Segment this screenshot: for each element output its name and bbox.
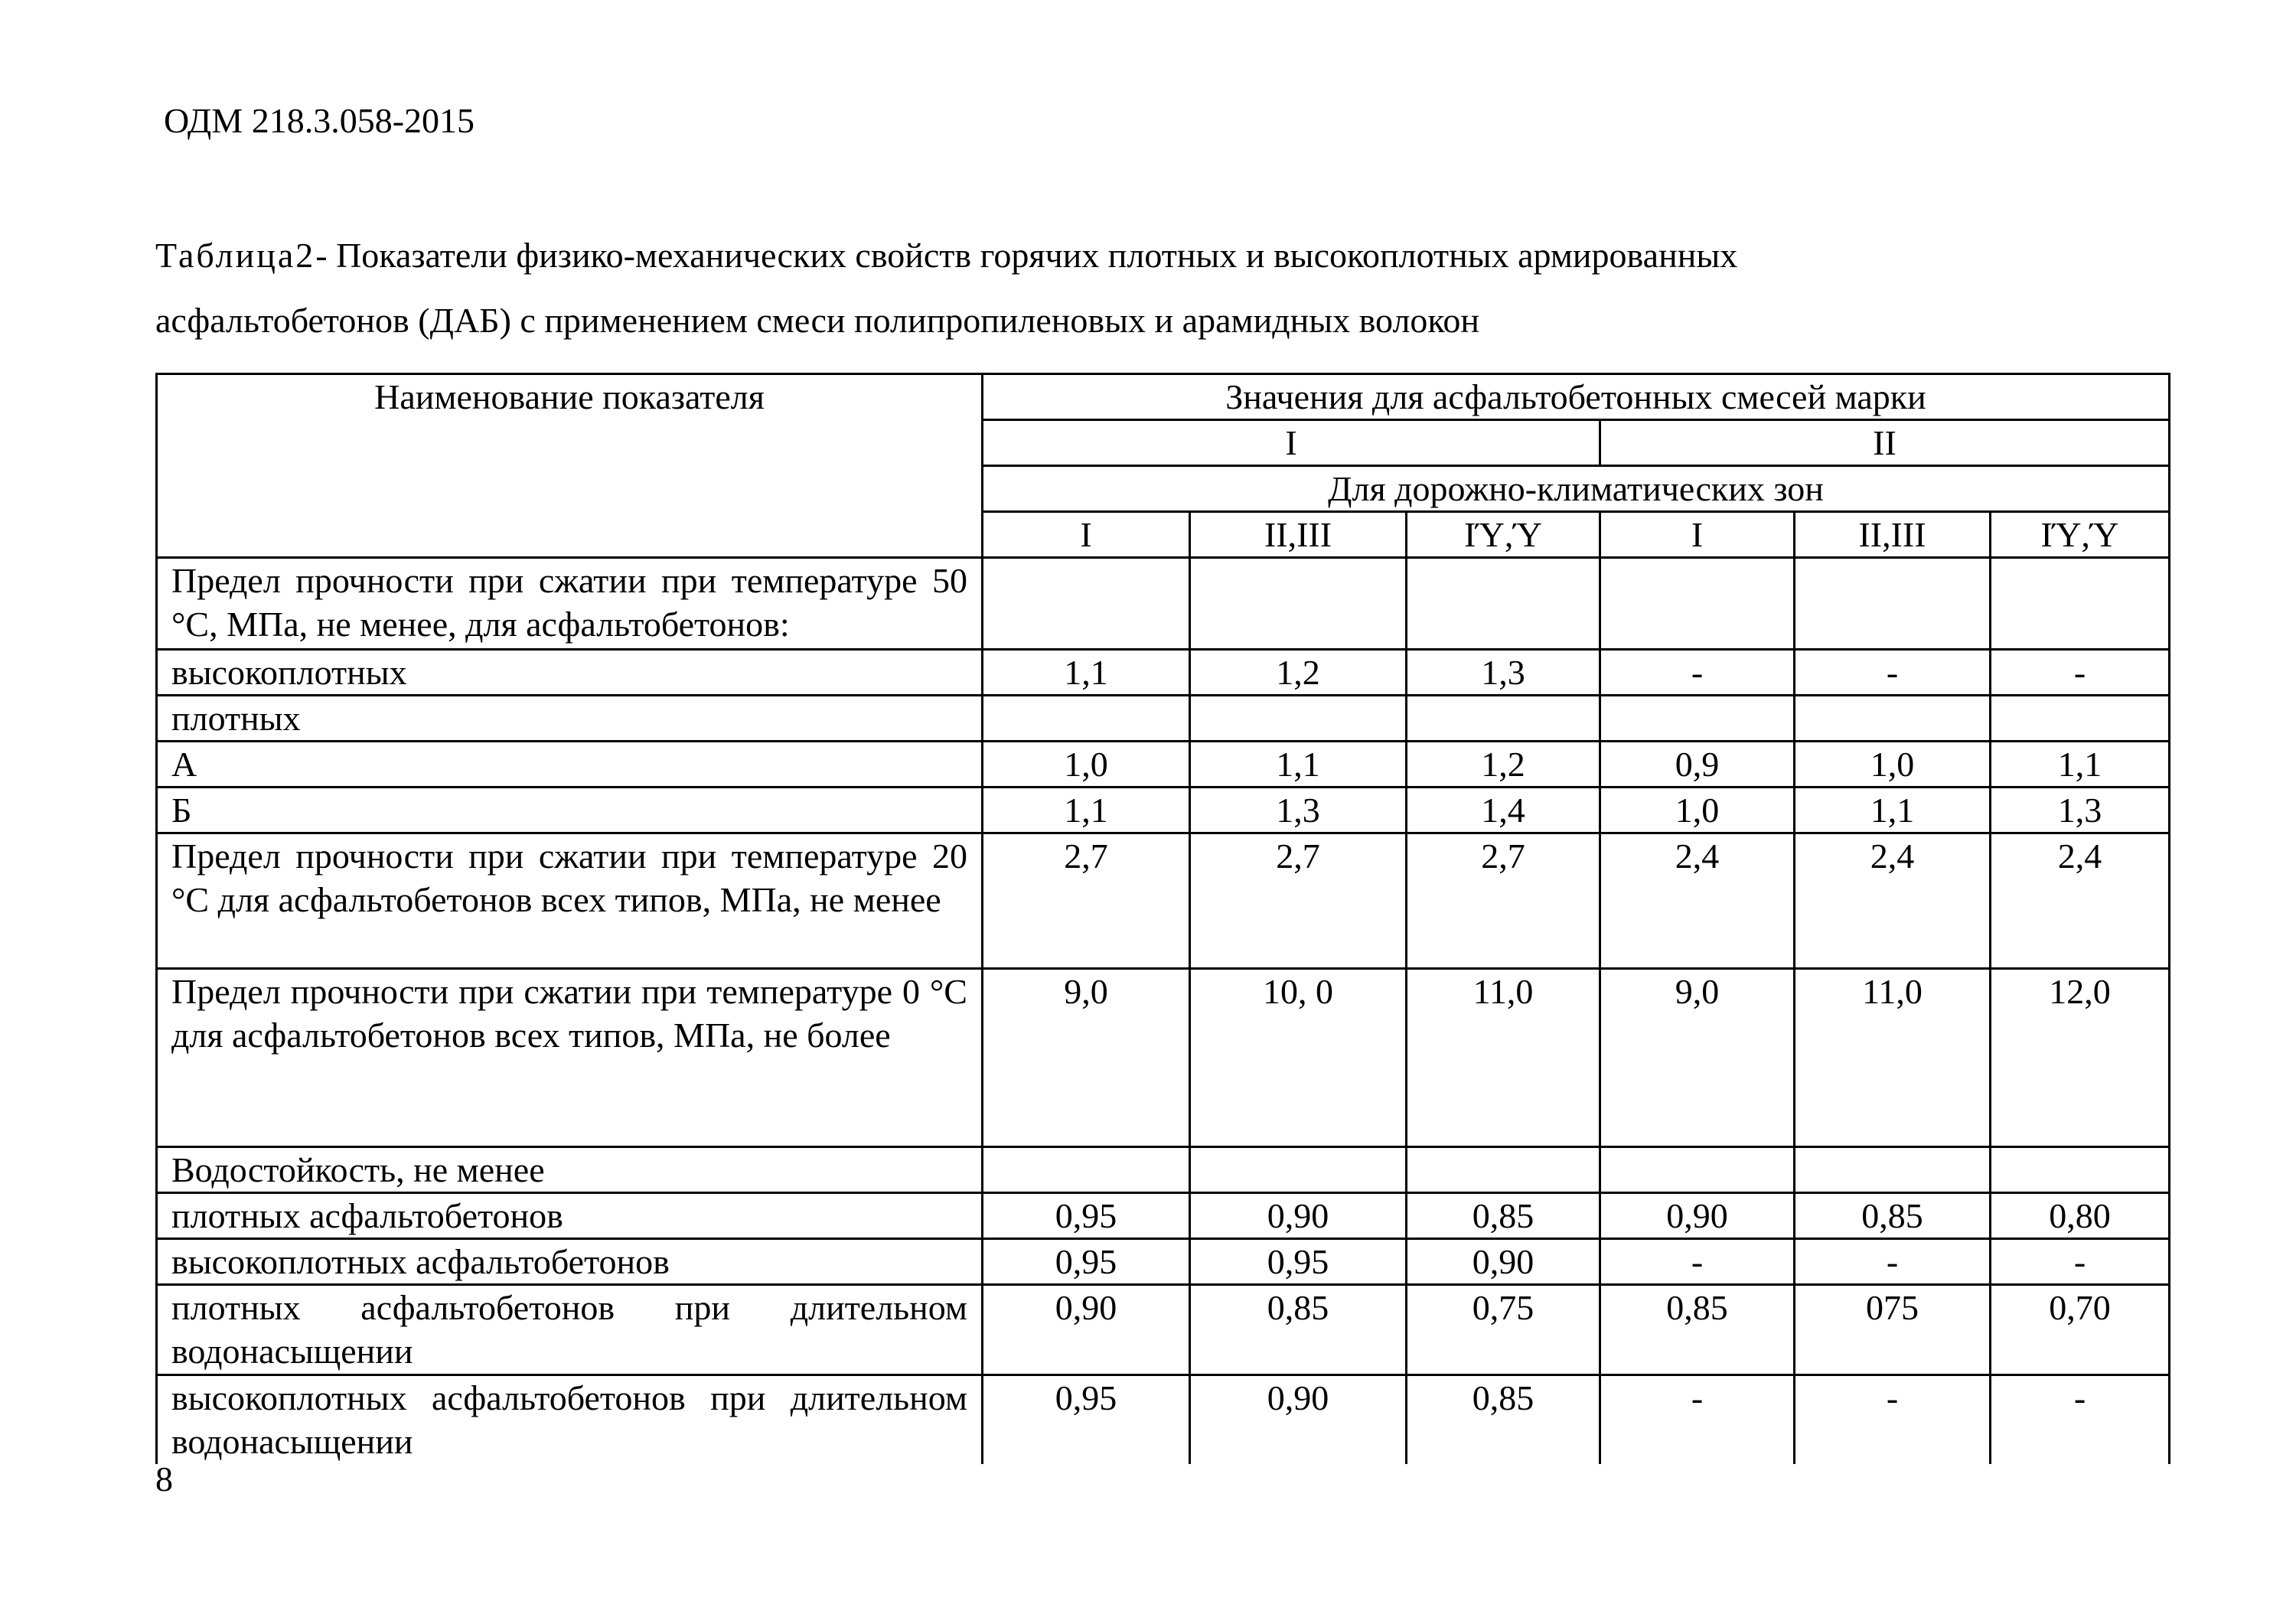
- row-value: [1407, 1147, 1600, 1193]
- row-label: Предел прочности при сжатии при температуре 0 °С для асфальтобетонов всех типов, МПа, не более: [157, 969, 983, 1147]
- row-value: 9,0: [983, 969, 1190, 1147]
- caption-title-start: - Показатели физико-механических свойств горячих плотных и высокоплотных армированных: [315, 236, 1738, 275]
- zone-header: II,III: [1795, 512, 1991, 558]
- caption-line-2: асфальтобетонов (ДАБ) с применением смеси полипропиленовых и арамидных волокон: [155, 301, 1480, 340]
- row-value: 1,2: [1407, 742, 1600, 788]
- row-value: 1,0: [983, 742, 1190, 788]
- row-value: 0,90: [1190, 1375, 1407, 1464]
- row-value: -: [1795, 650, 1991, 696]
- row-value: [983, 1147, 1190, 1193]
- header-grade-2: II: [1600, 420, 2170, 466]
- row-value: [1991, 696, 2170, 742]
- row-value: -: [1991, 1239, 2170, 1285]
- row-value: 0,95: [983, 1193, 1190, 1239]
- zone-header: I: [983, 512, 1190, 558]
- row-label: плотных: [157, 696, 983, 742]
- zone-header: ΙΎ,Ύ: [1407, 512, 1600, 558]
- row-label: плотных асфальтобетонов при длительном водонасыщении: [157, 1285, 983, 1375]
- row-value: [1600, 1147, 1795, 1193]
- row-value: 2,7: [1190, 833, 1407, 969]
- row-value: [1190, 696, 1407, 742]
- row-value: 1,1: [1190, 742, 1407, 788]
- row-value: 1,3: [1991, 788, 2170, 833]
- row-value: 2,7: [983, 833, 1190, 969]
- row-value: [1190, 1147, 1407, 1193]
- row-value: 0,90: [1190, 1193, 1407, 1239]
- table-row: [157, 1147, 2170, 1193]
- row-value: 075: [1795, 1285, 1991, 1375]
- row-label: Водостойкость, не менее: [157, 1147, 983, 1193]
- row-value: 0,85: [1407, 1375, 1600, 1464]
- row-value: 1,4: [1407, 788, 1600, 833]
- table-row: [157, 742, 2170, 788]
- row-value: -: [1600, 1375, 1795, 1464]
- row-label: плотных асфальтобетонов: [157, 1193, 983, 1239]
- row-value: -: [1991, 650, 2170, 696]
- table-row: [157, 1375, 2170, 1464]
- row-value: 1,0: [1795, 742, 1991, 788]
- header-indicator: Наименование показателя: [157, 374, 983, 558]
- table-caption: [155, 233, 2161, 363]
- row-value: 1,2: [1190, 650, 1407, 696]
- table-row: [157, 788, 2170, 833]
- row-value: 0,90: [1600, 1193, 1795, 1239]
- table-row: [157, 1193, 2170, 1239]
- table-row: [157, 969, 2170, 1147]
- row-value: 1,0: [1600, 788, 1795, 833]
- row-value: 0,70: [1991, 1285, 2170, 1375]
- table-row: [157, 833, 2170, 969]
- row-value: [1795, 1147, 1991, 1193]
- row-value: 0,95: [983, 1375, 1190, 1464]
- zone-header: ΙΎ,Ύ: [1991, 512, 2170, 558]
- row-value: 0,80: [1991, 1193, 2170, 1239]
- row-value: 1,3: [1407, 650, 1600, 696]
- row-value: 0,75: [1407, 1285, 1600, 1375]
- row-value: 9,0: [1600, 969, 1795, 1147]
- row-label: Предел прочности при сжатии при температуре 50 °С, МПа, не менее, для асфальтобетонов:: [157, 558, 983, 650]
- caption-prefix: Таблица2: [155, 236, 316, 275]
- row-value: 2,4: [1795, 833, 1991, 969]
- row-value: [1991, 558, 2170, 650]
- row-value: [1991, 1147, 2170, 1193]
- document-code: ОДМ 218.3.058-2015: [164, 101, 475, 140]
- row-value: 0,9: [1600, 742, 1795, 788]
- row-label: высокоплотных асфальтобетонов при длительном водонасыщении: [157, 1375, 983, 1464]
- row-value: -: [1600, 1239, 1795, 1285]
- row-value: -: [1600, 650, 1795, 696]
- row-label: Предел прочности при сжатии при температуре 20 °С для асфальтобетонов всех типов, МПа, не менее: [157, 833, 983, 969]
- row-value: 2,4: [1600, 833, 1795, 969]
- row-value: 0,95: [1190, 1239, 1407, 1285]
- table-row: [157, 558, 2170, 650]
- row-value: [1190, 558, 1407, 650]
- header-values-title: Значения для асфальтобетонных смесей марки: [983, 374, 2170, 420]
- row-value: 1,1: [1991, 742, 2170, 788]
- header-grade-1: I: [983, 420, 1600, 466]
- zone-header: II,III: [1190, 512, 1407, 558]
- caption-line-1: [155, 233, 2161, 279]
- row-label: А: [157, 742, 983, 788]
- row-value: [1407, 558, 1600, 650]
- table-row: [157, 1285, 2170, 1375]
- row-value: -: [1795, 1375, 1991, 1464]
- row-value: 1,3: [1190, 788, 1407, 833]
- row-label: высокоплотных асфальтобетонов: [157, 1239, 983, 1285]
- row-value: 0,95: [983, 1239, 1190, 1285]
- row-value: 2,4: [1991, 833, 2170, 969]
- row-value: 2,7: [1407, 833, 1600, 969]
- row-label: Б: [157, 788, 983, 833]
- page-number: 8: [155, 1459, 173, 1498]
- row-value: -: [1991, 1375, 2170, 1464]
- row-value: [1795, 558, 1991, 650]
- row-value: 1,1: [983, 788, 1190, 833]
- row-value: 0,85: [1190, 1285, 1407, 1375]
- row-label: высокоплотных: [157, 650, 983, 696]
- row-value: [1600, 696, 1795, 742]
- row-value: [1600, 558, 1795, 650]
- row-value: [983, 558, 1190, 650]
- row-value: 1,1: [1795, 788, 1991, 833]
- row-value: 12,0: [1991, 969, 2170, 1147]
- header-row-1: [157, 374, 2170, 420]
- table-row: [157, 650, 2170, 696]
- properties-table: [155, 373, 2170, 1464]
- zone-header: I: [1600, 512, 1795, 558]
- row-value: 0,85: [1600, 1285, 1795, 1375]
- row-value: 0,90: [1407, 1239, 1600, 1285]
- table-row: [157, 1239, 2170, 1285]
- row-value: -: [1795, 1239, 1991, 1285]
- row-value: [1795, 696, 1991, 742]
- row-value: 0,85: [1407, 1193, 1600, 1239]
- header-zones-title: Для дорожно-климатических зон: [983, 466, 2170, 512]
- row-value: 0,90: [983, 1285, 1190, 1375]
- row-value: 11,0: [1407, 969, 1600, 1147]
- row-value: [983, 696, 1190, 742]
- row-value: [1407, 696, 1600, 742]
- table-row: [157, 696, 2170, 742]
- row-value: 10, 0: [1190, 969, 1407, 1147]
- row-value: 1,1: [983, 650, 1190, 696]
- row-value: 11,0: [1795, 969, 1991, 1147]
- row-value: 0,85: [1795, 1193, 1991, 1239]
